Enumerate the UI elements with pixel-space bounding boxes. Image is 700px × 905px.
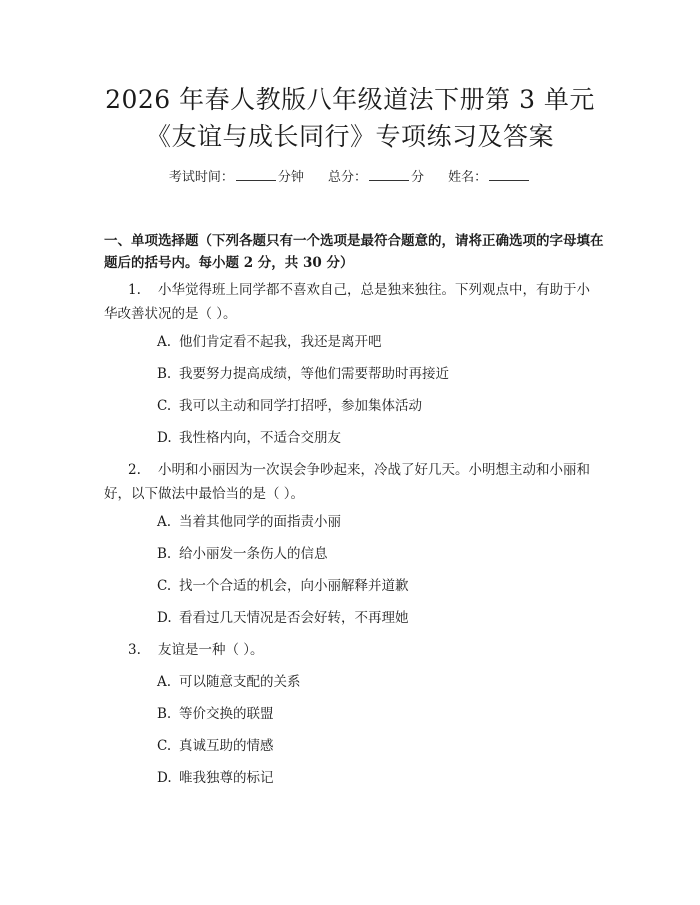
option-letter: C. <box>157 578 172 594</box>
question-1-text: 小华觉得班上同学都不喜欢自己，总是独来独往。下列观点中，有助于小华改善状况的是（ ）。 <box>104 282 590 322</box>
title-line-2: 《友谊与成长同行》专项练习及答案 <box>145 122 554 151</box>
student-name-label: 姓名： <box>448 170 488 185</box>
question-1-option-a[interactable] <box>157 332 597 352</box>
section-1-heading: 一、单项选择题（下列各题只有一个选项是最符合题意的，请将正确选项的字母填在题后的括号内。每小题 2 分，共 30 分） <box>104 233 604 271</box>
option-text: 唯我独尊的标记 <box>179 770 274 786</box>
option-text: 可以随意支配的关系 <box>179 674 301 690</box>
option-text: 给小丽发一条伤人的信息 <box>179 546 328 562</box>
option-letter: C. <box>157 738 172 754</box>
title-line-1: 2026 年春人教版八年级道法下册第 3 单元 <box>105 85 595 114</box>
question-1-number: 1. <box>128 282 141 298</box>
exam-score-unit: 分 <box>411 170 425 185</box>
exam-info <box>0 168 700 188</box>
option-text: 真诚互助的情感 <box>179 738 274 754</box>
question-2-number: 2. <box>128 462 141 478</box>
option-letter: B. <box>157 366 172 382</box>
question-2-option-b[interactable] <box>157 544 597 564</box>
option-letter: D. <box>157 430 172 446</box>
option-text: 看看过几天情况是否会好转，不再理她 <box>179 610 409 626</box>
question-3-text: 友谊是一种（ ）。 <box>158 642 264 658</box>
exam-time-unit: 分钟 <box>277 170 304 185</box>
question-2-text: 小明和小丽因为一次误会争吵起来，冷战了好几天。小明想主动和小丽和好，以下做法中最恰当的是（ ）。 <box>104 462 590 502</box>
question-1-stem <box>104 278 600 326</box>
option-text: 我可以主动和同学打招呼，参加集体活动 <box>179 398 422 414</box>
question-3-option-b[interactable] <box>157 704 597 724</box>
exam-score-blank[interactable] <box>369 168 409 181</box>
option-text: 当着其他同学的面指责小丽 <box>179 514 341 530</box>
option-letter: B. <box>157 546 172 562</box>
option-letter: D. <box>157 610 172 626</box>
question-3-option-a[interactable] <box>157 672 597 692</box>
option-text: 他们肯定看不起我，我还是离开吧 <box>179 334 382 350</box>
exam-score-label: 总分： <box>327 170 367 185</box>
question-2-option-d[interactable] <box>157 608 597 628</box>
option-letter: A. <box>157 514 172 530</box>
question-2-option-a[interactable] <box>157 512 597 532</box>
question-3-number: 3. <box>128 642 141 658</box>
question-3-option-c[interactable] <box>157 736 597 756</box>
question-3-stem <box>104 638 600 662</box>
option-letter: A. <box>157 334 172 350</box>
exam-score <box>328 170 428 185</box>
exam-time-label: 考试时间： <box>168 170 234 185</box>
option-letter: D. <box>157 770 172 786</box>
question-2-option-c[interactable] <box>157 576 597 596</box>
option-text: 等价交换的联盟 <box>179 706 274 722</box>
question-1-option-c[interactable] <box>157 396 597 416</box>
question-3-option-d[interactable] <box>157 768 597 788</box>
option-text: 我要努力提高成绩，等他们需要帮助时再接近 <box>179 366 449 382</box>
student-name <box>448 170 531 185</box>
option-letter: B. <box>157 706 172 722</box>
exam-time <box>169 170 308 185</box>
option-text: 我性格内向，不适合交朋友 <box>179 430 341 446</box>
question-1-option-b[interactable] <box>157 364 597 384</box>
option-letter: C. <box>157 398 172 414</box>
option-text: 找一个合适的机会，向小丽解释并道歉 <box>179 578 409 594</box>
question-2-stem <box>104 458 600 506</box>
question-1-option-d[interactable] <box>157 428 597 448</box>
exam-time-blank[interactable] <box>236 168 276 181</box>
option-letter: A. <box>157 674 172 690</box>
student-name-blank[interactable] <box>489 168 529 181</box>
